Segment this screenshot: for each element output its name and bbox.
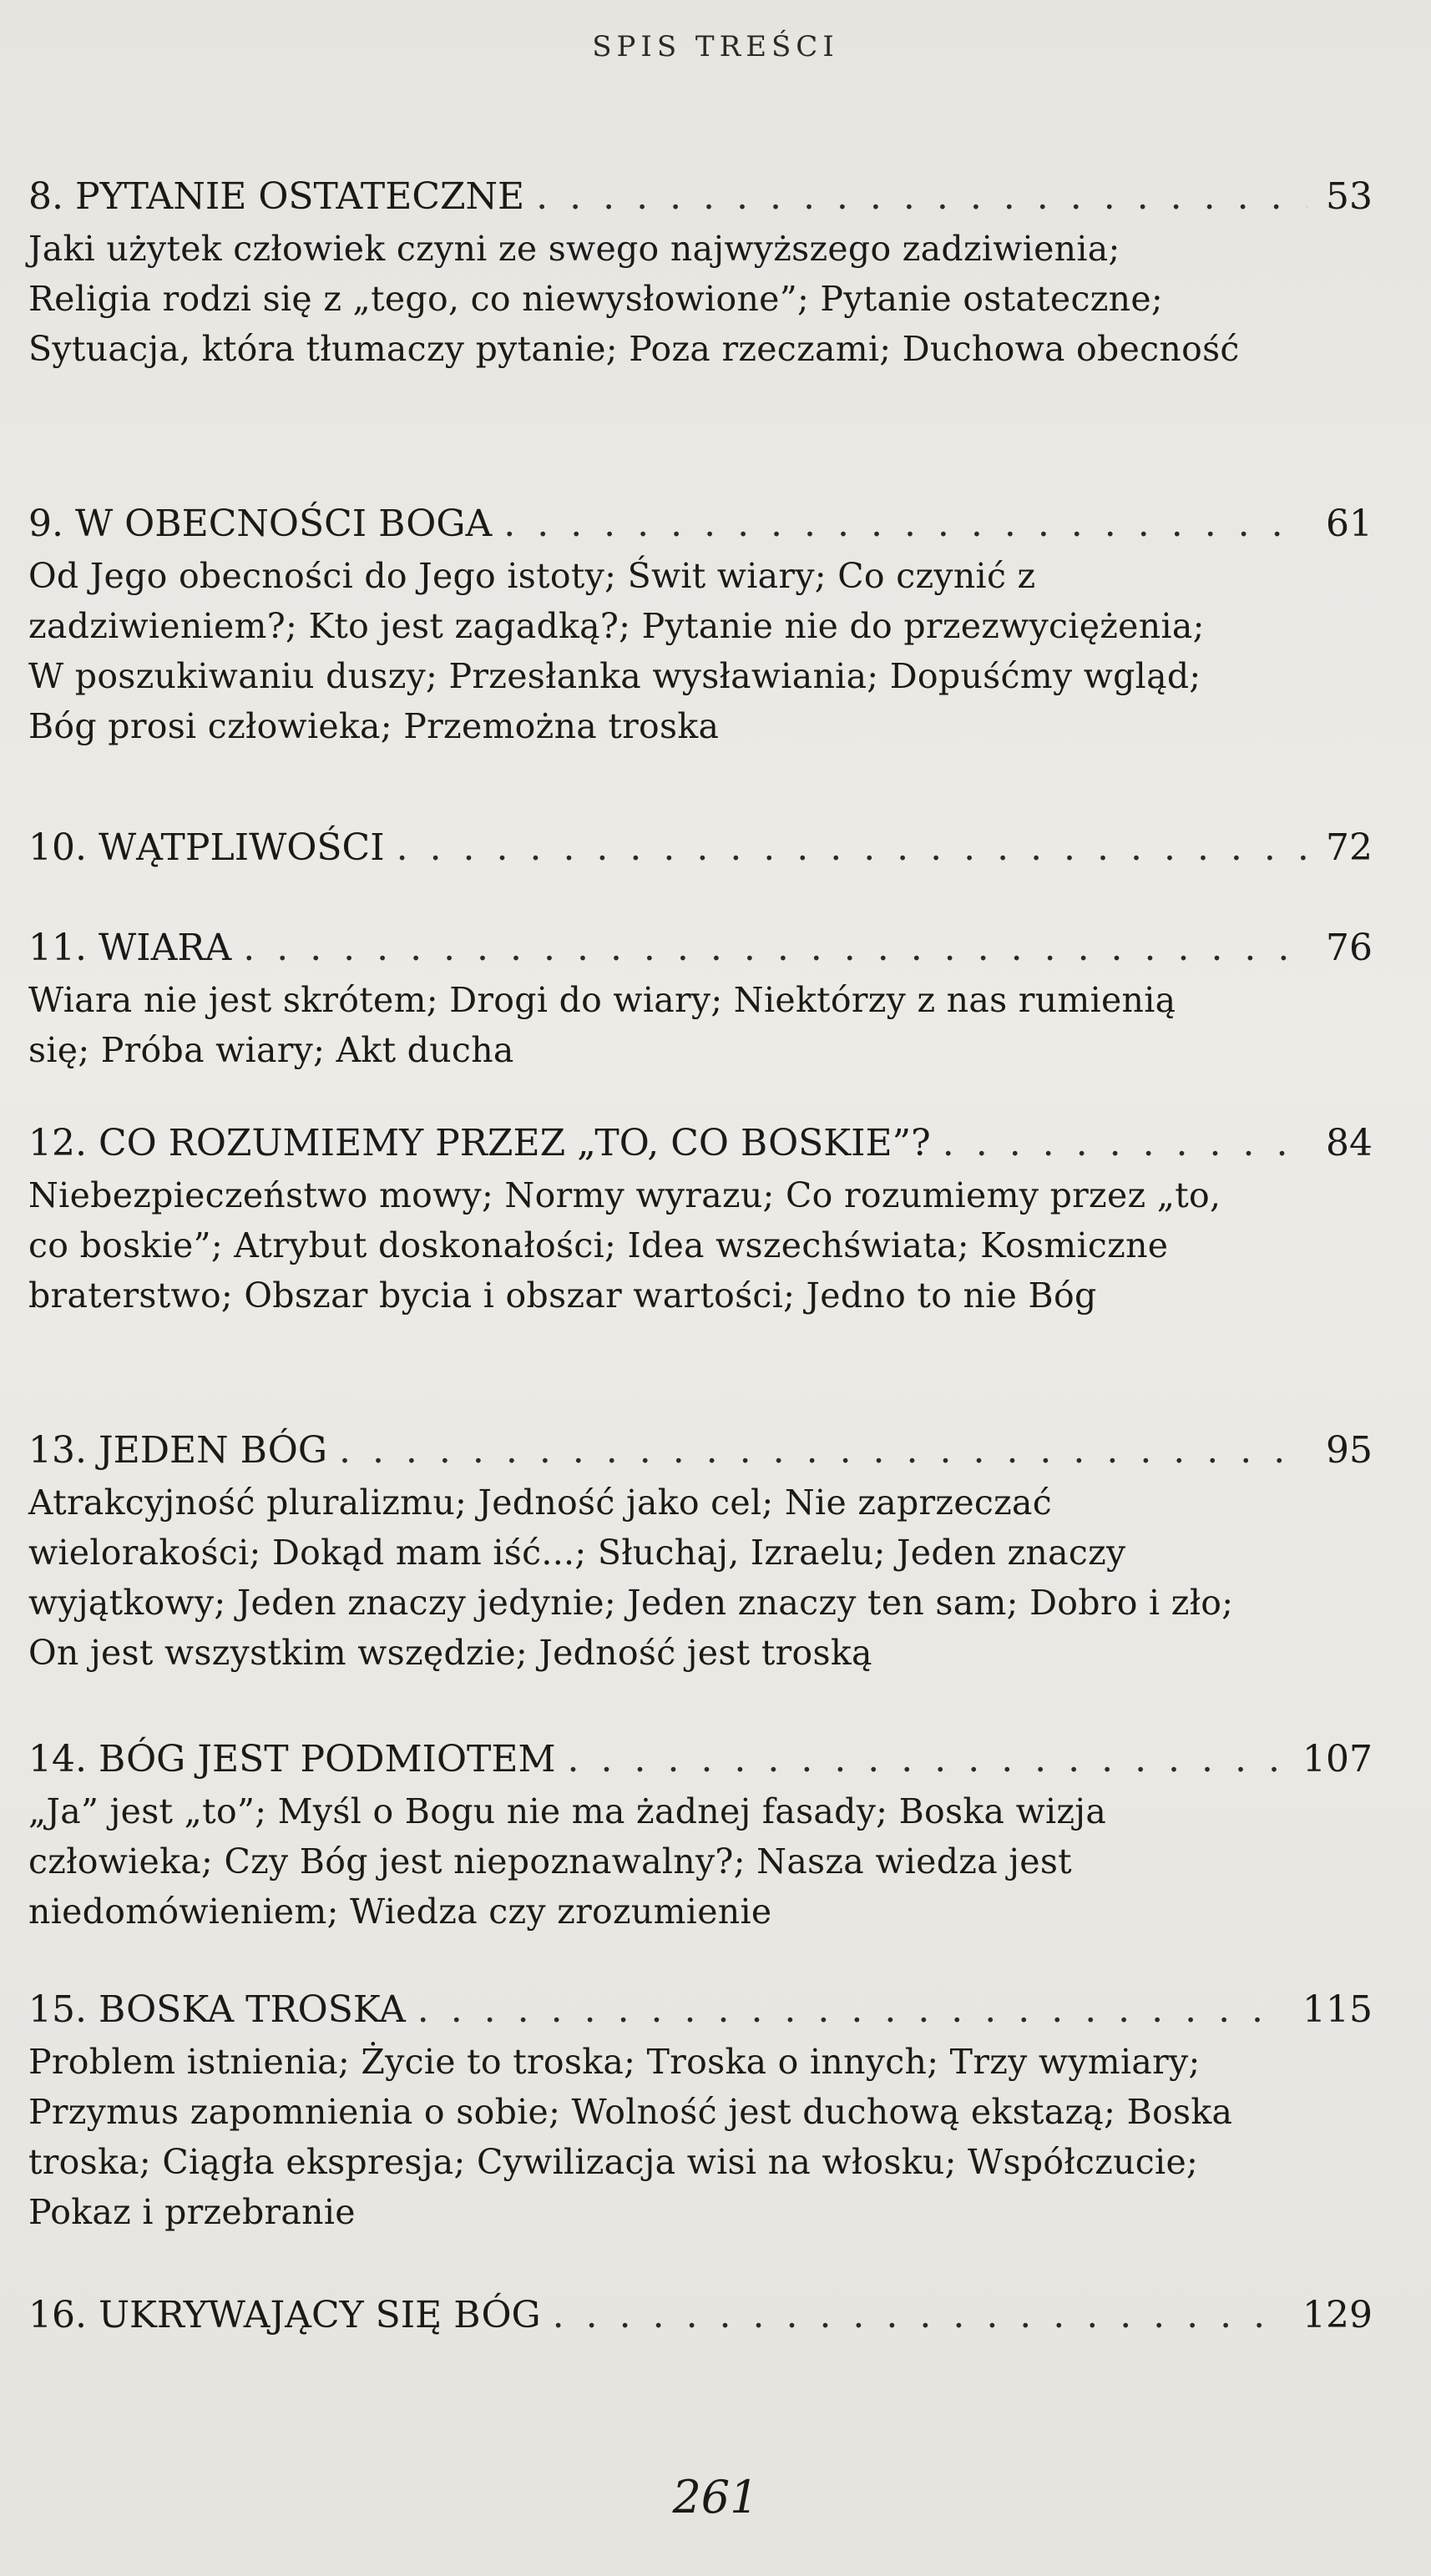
- entry-title: 8. PYTANIE OSTATECZNE: [28, 175, 525, 218]
- entry-description: Od Jego obecności do Jego istoty; Świt wiary; Co czynić z zadziwieniem?; Kto jest zagadką?; Pytanie nie do przezwyciężenia; W poszukiwaniu duszy; Przesłanka wysławiania; Dopuśćmy wgląd; Bóg prosi człowieka; Przemożna troska: [28, 556, 1205, 746]
- toc-entry-heading: [28, 174, 1373, 220]
- entry-description: „Ja” jest „to”; Myśl o Bogu nie ma żadnej fasady; Boska wizja człowieka; Czy Bóg jest niepoznawalny?; Nasza wiedza jest niedomówieniem; Wiedza czy zrozumienie: [28, 1791, 1107, 1932]
- entry-page-number: 53: [1326, 175, 1373, 218]
- toc-entry-heading: [28, 1736, 1373, 1783]
- entry-description: Wiara nie jest skrótem; Drogi do wiary; Niektórzy z nas rumienią się; Próba wiary; Akt ducha: [28, 980, 1176, 1070]
- toc-entry-heading: [28, 1987, 1373, 2033]
- entry-title: 16. UKRYWAJĄCY SIĘ BÓG: [28, 2294, 541, 2336]
- entry-title: 10. WĄTPLIWOŚCI: [28, 826, 385, 869]
- dot-leader: [503, 501, 1307, 548]
- toc-entry-10: [28, 825, 1373, 871]
- entry-title: 13. JEDEN BÓG: [28, 1429, 327, 1472]
- toc-entry-12: [28, 1120, 1373, 1321]
- toc-entry-8: [28, 174, 1373, 374]
- dot-leader: [943, 1120, 1307, 1167]
- dot-leader: [417, 1987, 1287, 2033]
- entry-page-number: 61: [1326, 503, 1373, 545]
- entry-title: 12. CO ROZUMIEMY PRZEZ „TO, CO BOSKIE”?: [28, 1122, 931, 1164]
- entry-page-number: 115: [1302, 1988, 1373, 2031]
- page-folio-number: 261: [672, 2471, 759, 2523]
- toc-entry-9: [28, 501, 1373, 751]
- running-head: SPIS TREŚCI: [592, 30, 839, 63]
- toc-entry-heading: [28, 2292, 1373, 2339]
- entry-description: Atrakcyjność pluralizmu; Jedność jako cel; Nie zaprzeczać wielorakości; Dokąd mam iść...; Słuchaj, Izraelu; Jeden znaczy wyjątkowy; Jeden znaczy jedynie; Jeden znaczy ten sam; Dobro i zło; On jest wszystkim wszędzie; Jedność jest troską: [28, 1482, 1234, 1673]
- entry-page-number: 129: [1302, 2294, 1373, 2336]
- entry-description: Niebezpieczeństwo mowy; Normy wyrazu; Co rozumiemy przez „to, co boskie”; Atrybut doskonałości; Idea wszechświata; Kosmiczne braterstwo; Obszar bycia i obszar wartości; Jedno to nie Bóg: [28, 1175, 1221, 1316]
- toc-entry-heading: [28, 1120, 1373, 1167]
- entry-page-number: 84: [1326, 1122, 1373, 1164]
- entry-page-number: 76: [1326, 927, 1373, 969]
- dot-leader: [568, 1736, 1287, 1783]
- toc-entry-heading: [28, 825, 1373, 871]
- dot-leader: [243, 925, 1307, 972]
- entry-page-number: 72: [1326, 826, 1373, 869]
- toc-entry-heading: [28, 925, 1373, 972]
- toc-entry-heading: [28, 501, 1373, 548]
- dot-leader: [339, 1427, 1307, 1474]
- dot-leader: [536, 174, 1307, 220]
- entry-page-number: 107: [1302, 1738, 1373, 1780]
- entry-description: Jaki użytek człowiek czyni ze swego najwyższego zadziwienia; Religia rodzi się z „tego, co niewysłowione”; Pytanie ostateczne; Sytuacja, która tłumaczy pytanie; Poza rzeczami; Duchowa obecność: [28, 229, 1240, 369]
- toc-entry-13: [28, 1427, 1373, 1678]
- entry-title: 11. WIARA: [28, 927, 232, 969]
- entry-title: 9. W OBECNOŚCI BOGA: [28, 503, 493, 545]
- dot-leader: [553, 2292, 1287, 2339]
- entry-page-number: 95: [1326, 1429, 1373, 1472]
- toc-entry-14: [28, 1736, 1373, 1937]
- dot-leader: [397, 825, 1307, 871]
- toc-entry-16: [28, 2292, 1373, 2339]
- entry-description: Problem istnienia; Życie to troska; Troska o innych; Trzy wymiary; Przymus zapomnienia o sobie; Wolność jest duchową ekstazą; Boska troska; Ciągła ekspresja; Cywilizacja wisi na włosku; Współczucie; Pokaz i przebranie: [28, 2042, 1233, 2232]
- toc-entry-11: [28, 925, 1373, 1075]
- toc-entry-15: [28, 1987, 1373, 2237]
- entry-title: 15. BOSKA TROSKA: [28, 1988, 406, 2031]
- toc-entry-heading: [28, 1427, 1373, 1474]
- entry-title: 14. BÓG JEST PODMIOTEM: [28, 1738, 556, 1780]
